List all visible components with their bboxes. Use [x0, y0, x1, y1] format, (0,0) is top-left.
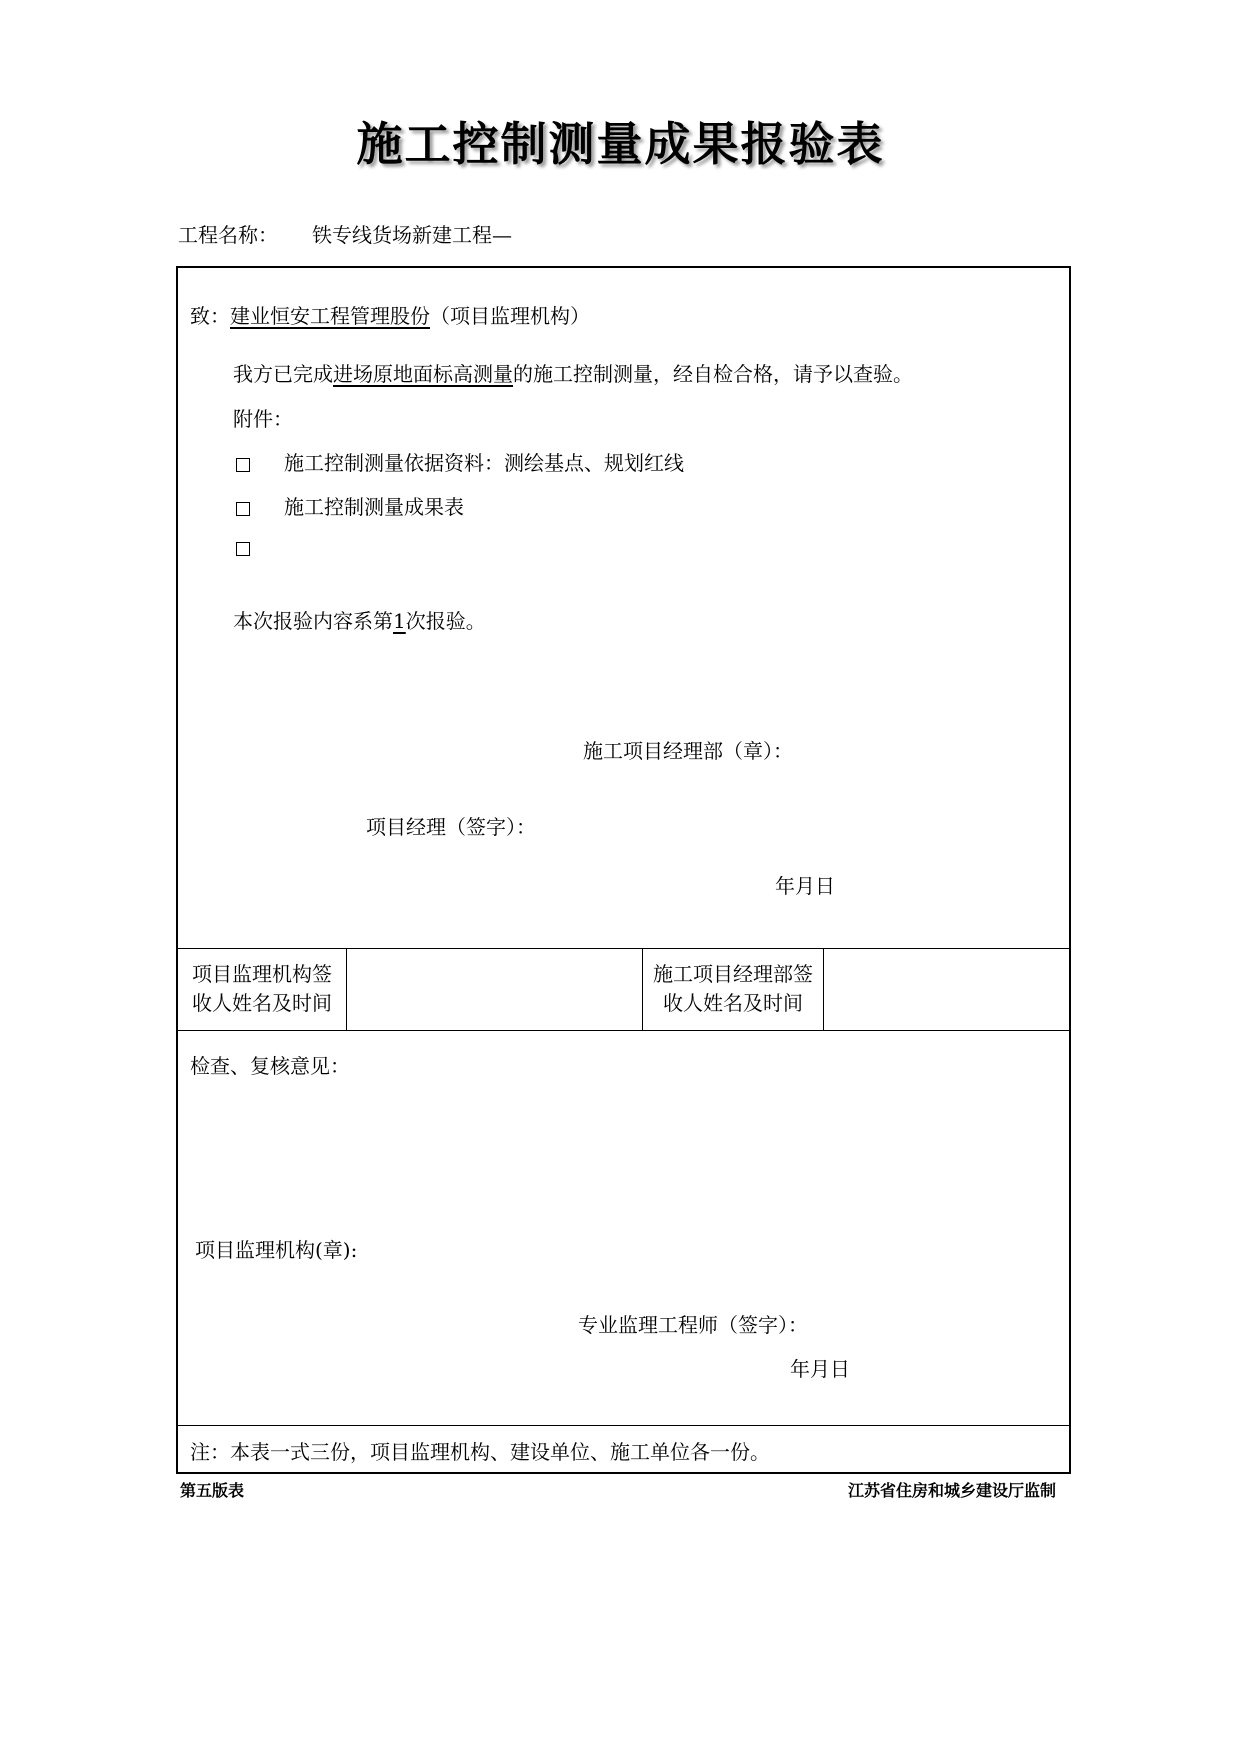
contractor-receipt-label-line: 收人姓名及时间 — [663, 991, 803, 1015]
statement-post: 的施工控制测量，经自检合格，请予以查验。 — [513, 362, 913, 386]
attachment-item — [236, 447, 684, 476]
checkbox[interactable] — [236, 542, 250, 556]
submission-post: 次报验。 — [405, 609, 486, 633]
project-name-label: 工程名称： — [178, 223, 278, 247]
attachment-item — [236, 491, 464, 520]
checkbox[interactable] — [236, 458, 250, 472]
addressee-line — [190, 300, 590, 329]
form-title: 施工控制测量成果报验表 — [356, 117, 885, 171]
contractor-receipt-label — [643, 960, 823, 1018]
engineer-sign: 专业监理工程师（签字）： — [578, 1313, 808, 1337]
form-table — [176, 266, 1071, 1474]
footer-version: 第五版表 — [180, 1481, 245, 1500]
attachments-label: 附件： — [233, 407, 293, 431]
divider — [178, 1425, 1069, 1426]
supervisor-receipt-label — [178, 960, 346, 1018]
divider — [178, 1030, 1069, 1031]
divider — [178, 948, 1069, 949]
submission-count: 1 — [393, 609, 406, 633]
supervisor-receipt-label-line: 项目监理机构签 — [192, 962, 332, 986]
submission-count-line — [233, 605, 486, 634]
project-manager-sign: 项目经理（签字）： — [366, 815, 536, 839]
addressee-suffix: （项目监理机构） — [430, 304, 590, 328]
project-name-value: 铁专线货场新建工程— — [312, 223, 512, 247]
attachment-text: 施工控制测量依据资料：测绘基点、规划红线 — [284, 451, 684, 475]
contractor-dept-seal: 施工项目经理部（章）： — [583, 739, 793, 763]
submission-pre: 本次报验内容系第 — [233, 609, 393, 633]
footer-issuer: 江苏省住房和城乡建设厅监制 — [847, 1481, 1056, 1500]
supervisor-seal: 项目监理机构(章): — [195, 1238, 358, 1262]
statement-item: 进场原地面标高测量 — [333, 362, 513, 386]
review-label: 检查、复核意见： — [190, 1054, 350, 1078]
addressee-org: 建业恒安工程管理股份 — [230, 304, 430, 328]
project-name-row — [178, 219, 512, 248]
note: 注：本表一式三份，项目监理机构、建设单位、施工单位各一份。 — [190, 1440, 770, 1464]
supervisor-receipt-label-line: 收人姓名及时间 — [192, 991, 332, 1015]
attachment-text: 施工控制测量成果表 — [284, 495, 464, 519]
attachment-item — [236, 535, 284, 559]
addressee-prefix: 致： — [190, 304, 230, 328]
contractor-receipt-label-line: 施工项目经理部签 — [653, 962, 813, 986]
statement-pre: 我方已完成 — [233, 362, 333, 386]
contractor-date: 年月日 — [775, 874, 835, 898]
checkbox[interactable] — [236, 502, 250, 516]
divider — [823, 948, 824, 1030]
divider — [346, 948, 347, 1030]
review-date: 年月日 — [790, 1357, 850, 1381]
statement-line — [233, 358, 913, 387]
